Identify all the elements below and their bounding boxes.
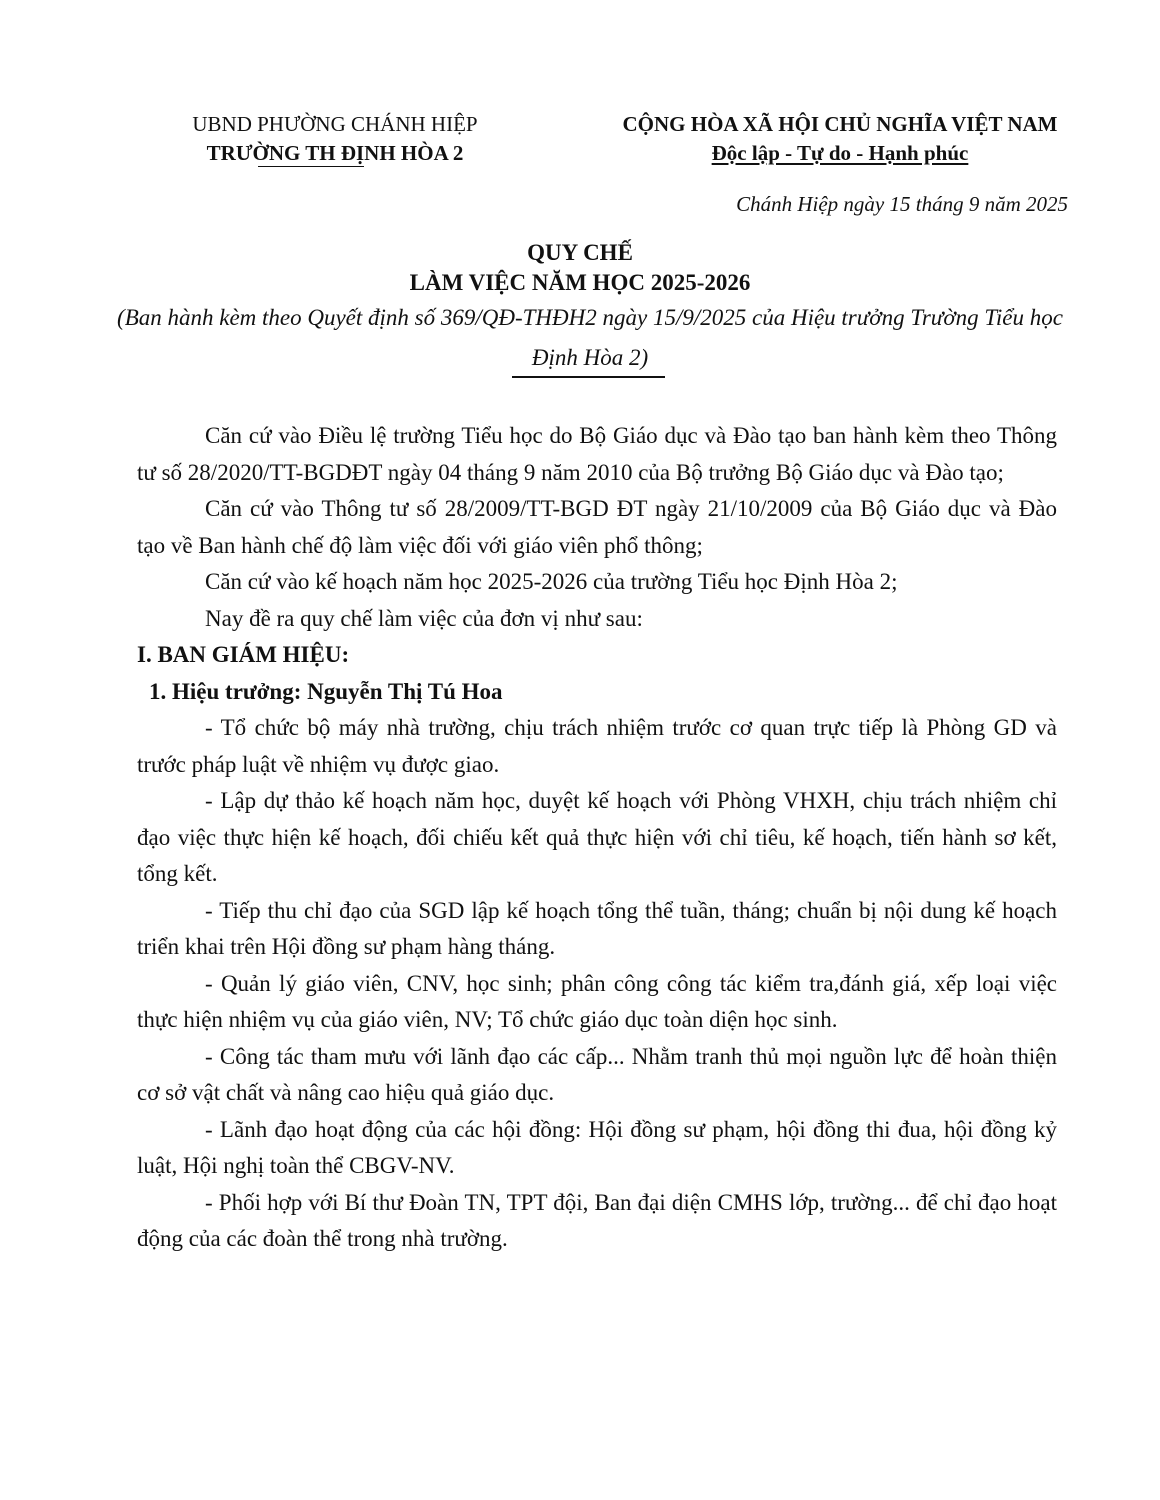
authority-name: UBND PHƯỜNG CHÁNH HIỆP — [192, 112, 478, 136]
preamble-paragraph: Căn cứ vào Thông tư số 28/2009/TT-BGD ĐT ngày 21/10/2009 của Bộ Giáo dục và Đào tạo về Ban hành chế độ làm việc đối với giáo viên phổ thông; — [137, 496, 1057, 558]
duty-item: - Tiếp thu chỉ đạo của SGD lập kế hoạch tổng thể tuần, tháng; chuẩn bị nội dung kế hoạch triển khai trên Hội đồng sư phạm hàng tháng. — [137, 897, 1057, 959]
subtitle-rule — [512, 376, 665, 378]
duty-item: - Quản lý giáo viên, CNV, học sinh; phân công công tác kiểm tra,đánh giá, xếp loại việc thực hiện nhiệm vụ của giáo viên, NV; Tổ chức giáo dục toàn diện học sinh. — [137, 970, 1057, 1032]
subsection-heading: 1. Hiệu trưởng: Nguyễn Thị Tú Hoa — [149, 678, 503, 704]
document-subject: LÀM VIỆC NĂM HỌC 2025-2026 — [409, 270, 751, 295]
duty-item: - Công tác tham mưu với lãnh đạo các cấp... Nhằm tranh thủ mọi nguồn lực để hoàn thiện cơ sở vật chất và nâng cao hiệu quả giáo dục. — [137, 1043, 1057, 1105]
preamble-paragraph: Nay đề ra quy chế làm việc của đơn vị như sau: — [205, 605, 643, 631]
duty-item: - Phối hợp với Bí thư Đoàn TN, TPT đội, Ban đại diện CMHS lớp, trường... để chỉ đạo hoạt động của các đoàn thể trong nhà trường. — [137, 1189, 1057, 1251]
national-header — [585, 110, 1095, 168]
date-line: Chánh Hiệp ngày 15 tháng 9 năm 2025 — [736, 192, 1068, 216]
issuing-authority — [150, 110, 520, 168]
duty-item: - Lập dự thảo kế hoạch năm học, duyệt kế hoạch với Phòng VHXH, chịu trách nhiệm chỉ đạo việc thực hiện kế hoạch, đối chiếu kết quả thực hiện với chỉ tiêu, kế hoạch, tiến hành sơ kết, tổng kết. — [137, 788, 1057, 886]
school-name: TRƯỜNG TH ĐỊNH HÒA 2 — [206, 141, 464, 165]
country-name: CỘNG HÒA XÃ HỘI CHỦ NGHĨA VIỆT NAM — [622, 112, 1058, 136]
document-title: QUY CHẾ — [527, 240, 633, 265]
preamble-paragraph: Căn cứ vào Điều lệ trường Tiểu học do Bộ Giáo dục và Đào tạo ban hành kèm theo Thông tư số 28/2020/TT-BGDĐT ngày 04 tháng 9 năm 2010 của Bộ trưởng Bộ Giáo dục và Đào tạo; — [137, 423, 1057, 485]
section-heading: I. BAN GIÁM HIỆU: — [137, 642, 350, 667]
school-name-rule — [258, 166, 364, 167]
preamble-paragraph: Căn cứ vào kế hoạch năm học 2025-2026 của trường Tiểu học Định Hòa 2; — [205, 569, 898, 594]
duty-item: - Tổ chức bộ máy nhà trường, chịu trách nhiệm trước cơ quan trực tiếp là Phòng GD và trước pháp luật về nhiệm vụ được giao. — [137, 715, 1057, 777]
document-subtitle: (Ban hành kèm theo Quyết định số 369/QĐ-THĐH2 ngày 15/9/2025 của Hiệu trưởng Trường Tiểu học Định Hòa 2) — [117, 305, 1063, 370]
document-body — [137, 418, 1057, 1258]
national-motto: Độc lập - Tự do - Hạnh phúc — [711, 141, 969, 165]
duty-item: - Lãnh đạo hoạt động của các hội đồng: Hội đồng sư phạm, hội đồng thi đua, hội đồng kỷ luật, Hội nghị toàn thể CBGV-NV. — [137, 1116, 1057, 1178]
